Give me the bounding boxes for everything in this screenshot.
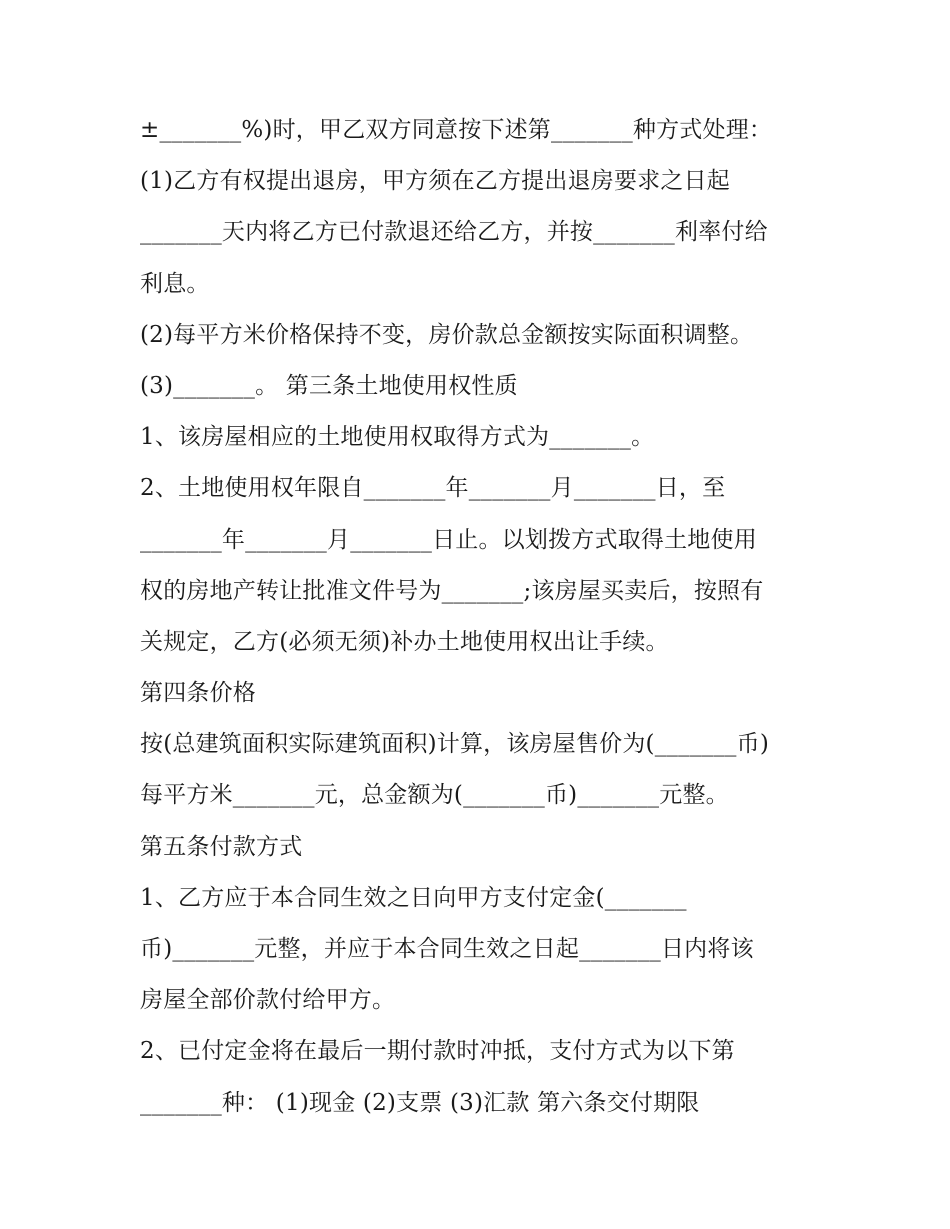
text-line: 币)_______元整，并应于本合同生效之日起_______日内将该 bbox=[140, 936, 754, 962]
text-line: 权的房地产转让批准文件号为_______;该房屋买卖后，按照有 bbox=[140, 577, 764, 604]
text-line: (1)乙方有权提出退房，甲方须在乙方提出退房要求之日起 bbox=[140, 168, 730, 195]
text-line: 2、已付定金将在最后一期付款时冲抵，支付方式为以下第 bbox=[140, 1038, 735, 1065]
text-line: 利息。 bbox=[140, 270, 210, 297]
text-line: 房屋全部价款付给甲方。 bbox=[140, 987, 396, 1014]
text-line: 2、土地使用权年限自_______年_______月_______日，至 bbox=[140, 475, 726, 502]
section-heading: 第四条价格 bbox=[140, 680, 256, 707]
text-line: (2)每平方米价格保持不变，房价款总金额按实际面积调整。 bbox=[140, 321, 754, 348]
text-line: (3)_______。 第三条土地使用权性质 bbox=[140, 372, 518, 399]
text-line: 关规定，乙方(必须无须)补办土地使用权出让手续。 bbox=[140, 628, 669, 655]
text-line: _______天内将乙方已付款退还给乙方，并按_______利率付给 bbox=[140, 219, 768, 246]
text-line: 按(总建筑面积实际建筑面积)计算，该房屋售价为(_______币) bbox=[140, 731, 769, 758]
text-line: 每平方米_______元，总金额为(_______币)_______元整。 bbox=[140, 782, 729, 809]
text-line: ±_______%)时，甲乙双方同意按下述第_______种方式处理： bbox=[140, 117, 773, 143]
text-line: 1、乙方应于本合同生效之日向甲方支付定金(_______ bbox=[140, 884, 687, 911]
text-line: _______种： (1)现金 (2)支票 (3)汇款 第六条交付期限 bbox=[140, 1089, 700, 1116]
section-heading: 第五条付款方式 bbox=[140, 833, 303, 860]
text-line: 1、该房屋相应的土地使用权取得方式为_______。 bbox=[140, 424, 655, 451]
contract-body-text bbox=[140, 108, 820, 1132]
text-line: _______年_______月_______日止。以划拨方式取得土地使用 bbox=[140, 526, 757, 553]
